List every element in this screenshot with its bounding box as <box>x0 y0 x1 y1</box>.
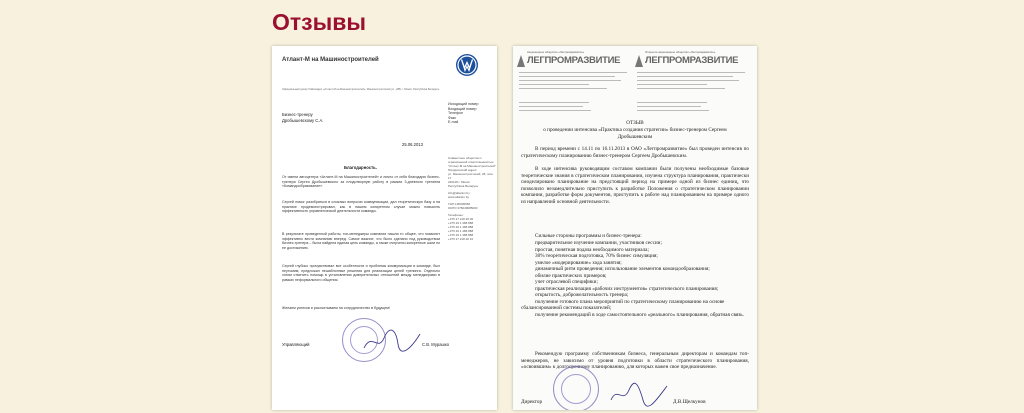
requisites-right <box>637 70 747 114</box>
strengths-list <box>521 240 749 318</box>
review-letter-atlant[interactable] <box>272 46 497 410</box>
strength-item: предварительное изучение компании, участников сессии; <box>535 240 662 246</box>
brand-left: ЛЕГПРОМРАЗВИТИЕ <box>527 55 621 66</box>
sidebar-fields: Исходящий номер Входящий номер Телефон Факс E-mail <box>448 102 479 125</box>
strengths-header: Сильные стороны программы и бизнес-тренера: <box>535 233 642 239</box>
review-letter-legprom[interactable] <box>513 46 757 410</box>
sidebar-details: Совместное общество с ограниченной ответственностью "Атлант-М на Машиностроителей" Юридический адрес: ул. Машиностроителей, 28, пом. 17 220118 г. Минск Республика Беларусь info@atlantm.by www.atlantm.by УНП 190609566 ОКПО 378249985000 Телефоны: +375 17 218 20 00 +375 29 1 488 888 +375 29 1 488 888 +375 29 1 488 888 +375 29 1 488 888 +375 17 218 20 10 <box>448 156 496 241</box>
strength-item: получение готового плана мероприятий по стратегическому планированию на основе сбалансированной системы показателей; <box>521 298 725 311</box>
signer-name: С.В. Мурашко <box>422 342 450 347</box>
letter-paragraph-4: Сергей глубоко прочувствовал все особенности и проблемы коммуникации в команде, был неутомим, предложил нешаблонные решения для реализации целей тренинга. Отдельно хотим отметить помощь в установлении доверительных отношений между менеджерами в рамках неформального общения. <box>282 264 440 282</box>
legprom-logo-right-icon <box>635 54 643 66</box>
strength-item: практическая реализация «рабочих инструментов» стратегического планирования; <box>535 285 719 292</box>
signer-role: Управляющий <box>282 342 310 347</box>
document-subtitle: о проведении интенсива «Практика создания стратегии» бизнес-тренером Сергеем Дробышевским <box>543 127 727 140</box>
strength-item: умелое «модерирование» хода занятия; <box>535 259 622 266</box>
review-paragraph-2: В ходе интенсива руководящим составом компании были получены необходимые базовые теоретические знания в стратегическом планировании, изучена структура планирования, практически смоделировано планирование на предстоящий период на примере одной из бизнес единиц, что позволило незамедлительно приступить к разработке Положения о стратегическом планировании компании, разработке форм документов, приступить к работе над планированием на примере одного из направлений основной деятельности. <box>521 166 749 205</box>
vw-logo-icon <box>455 53 479 77</box>
document-title: ОТЗЫВ <box>626 120 644 126</box>
caption-left: Акционерное общество «Легпромразвитие» <box>527 50 585 54</box>
legprom-logo-left-icon <box>517 54 525 66</box>
signature-icon <box>609 382 669 408</box>
company-stamp-icon <box>553 366 599 410</box>
strength-item: открытость, доброжелательность тренера; <box>535 292 629 298</box>
company-name: Атлант-М на Машиностроителей <box>282 57 379 63</box>
strength-item: простая, понятная подача необходимого материала; <box>535 246 649 253</box>
caption-right: Открытое акционерное общество «Легпромразвитие» <box>645 50 716 54</box>
review-paragraph-1: В период времени с 14.11 по 16.11.2013 в ОАО «Легпромразвитие» был проведен интенсив по стратегическому планированию бизнес-тренером Сергеем Дробышевским. <box>521 146 749 159</box>
salutation: Благодарность. <box>344 165 377 170</box>
signer-name: Д.В.Щелкунов <box>673 399 706 405</box>
letter-paragraph-2: Сергей помог разобраться в сложных вопросах коммуникации, дал теоретическую базу и на практике продемонстрировал, как в нашем конкретном случае можно повысить эффективность управленческой деятельности команды. <box>282 200 440 214</box>
recipient-name: Дробышевскому С.А. <box>282 118 324 123</box>
strength-item: динамичный ритм проведения; использование элементов командообразования; <box>535 266 710 272</box>
signature-icon <box>362 328 422 354</box>
letter-date: 25.06.2013 <box>402 142 423 147</box>
requisites-left <box>519 70 629 114</box>
page-title: Отзывы <box>272 9 367 35</box>
strength-item: 30% теоретическая подготовка, 70% бизнес симуляция; <box>535 253 658 259</box>
letter-paragraph-3: В результате проведенной работы, топ-менеджеры компании нашли то общее, что позволит эффективно вести компанию вперед. Самое важное, что было сделано под руководством бизнес-тренера – была найдена единая цель команды, а также очерчены конкретные шаги по ее достижению. <box>282 232 440 250</box>
brand-right: ЛЕГПРОМРАЗВИТИЕ <box>645 55 739 66</box>
recipient-role: Бизнес-тренеру <box>282 112 313 117</box>
strength-item: обилие практических примеров; <box>535 272 607 279</box>
letter-paragraph-1: От имени автоцентра «Атлант-М на Машиностроителей» и лично от себя благодарю бизнес-тренера Сергея Дробышевского за плодотворную работу в рамках 3-дневного тренинга «Командообразование». <box>282 175 440 189</box>
header-note: Официальный дилер Volkswagen «Атлант-М на Машиностроителей», Машиностроителей ул., 28Б, г. Минск, Республика Беларусь <box>282 88 440 91</box>
recommendation: Рекомендую программу собственникам бизнеса, генеральным директорам и командам топ-менеджеров, не зависимо от уровня подготовки в области стратегического планирования, «освоившим» к долгосрочному планированию, для которых важен свое предназначение. <box>521 351 749 370</box>
strength-item: получение рекомендаций в ходе самостоятельного «реального» планирования, обратная связь. <box>535 311 744 318</box>
signer-role: Директор <box>521 399 543 405</box>
letter-closing: Желаем успехов и рассчитываем на сотрудничество в будущем! <box>282 306 390 310</box>
strength-item: учет отраслевой специфики; <box>535 279 598 285</box>
